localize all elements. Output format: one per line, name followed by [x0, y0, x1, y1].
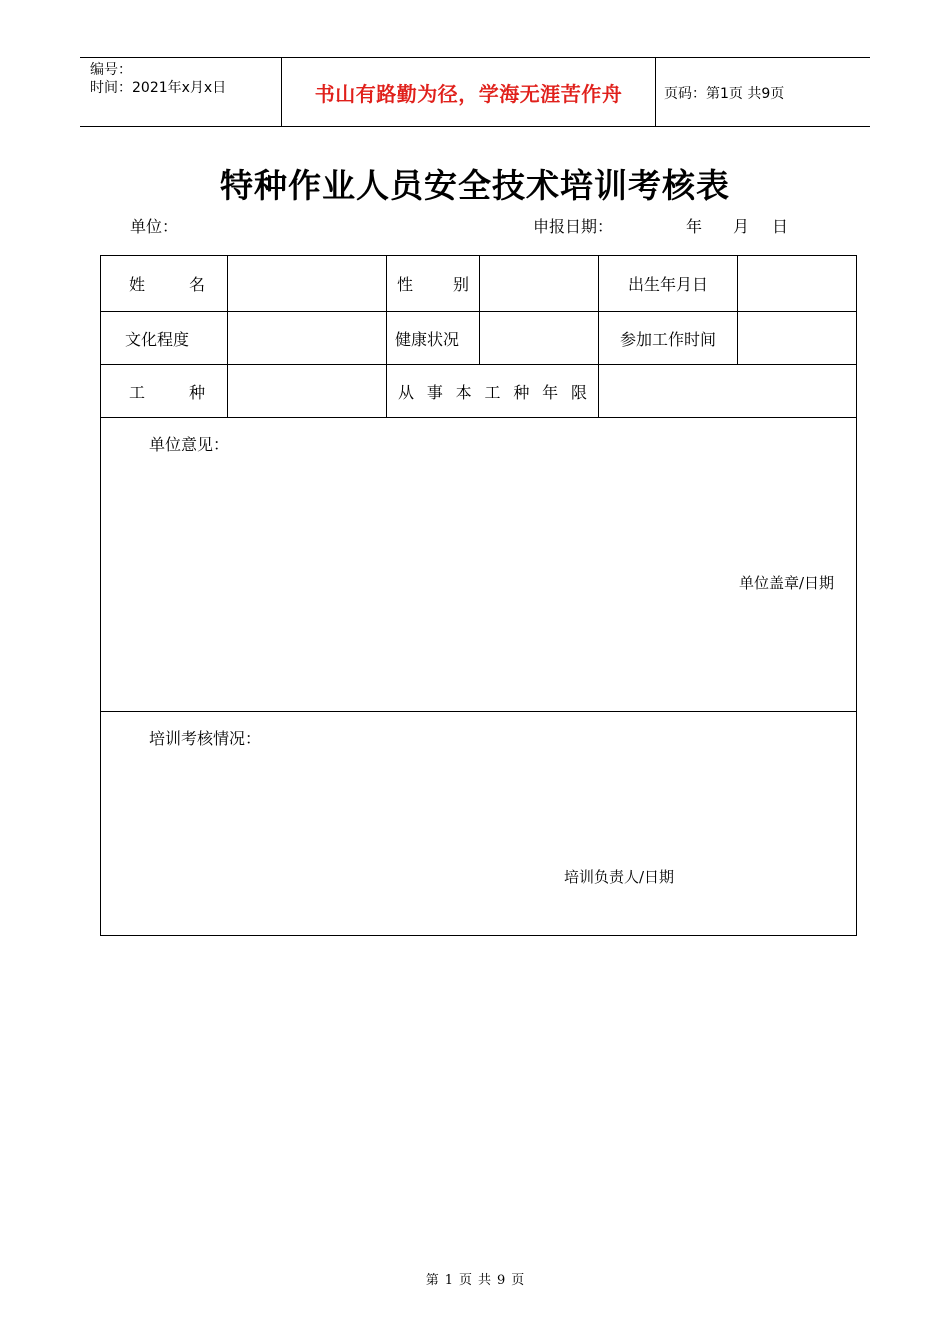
footer-page-number: 1: [444, 1273, 453, 1288]
form-row-training: [101, 712, 857, 936]
unit-label: 单位：: [130, 217, 179, 236]
header-motto: 书山有路勤为径，学海无涯苦作舟: [314, 81, 623, 106]
gender-label-char: 别: [452, 275, 469, 294]
training-supervisor-date-label: 培训负责人/日期: [564, 868, 675, 886]
birth-date-field[interactable]: [738, 256, 857, 312]
training-result-cell[interactable]: [101, 712, 857, 936]
job-years-field[interactable]: [599, 365, 857, 418]
document-number-label: 编号：: [90, 62, 132, 78]
report-year-label: 年: [686, 217, 703, 236]
form-row-status: [101, 312, 857, 365]
footer-total-pages: 9: [497, 1273, 506, 1288]
page-footer: [0, 1269, 950, 1288]
job-years-label-char: 本: [455, 382, 472, 402]
footer-text: 页: [511, 1273, 525, 1288]
footer-text: 第: [425, 1273, 439, 1288]
document-time-label: 时间：2021年x月x日: [90, 80, 227, 96]
name-label-cell: [101, 256, 228, 312]
gender-label-char: 性: [397, 275, 414, 294]
form-row-unit-opinion: [101, 418, 857, 712]
gender-field[interactable]: [480, 256, 599, 312]
page-header: [80, 57, 870, 127]
job-years-label-char: 从: [398, 382, 415, 402]
page-title: 特种作业人员安全技术培训考核表: [220, 166, 730, 205]
job-type-label-char: 种: [188, 382, 205, 402]
unit-opinion-label: 单位意见：: [149, 435, 230, 454]
job-years-label-char: 种: [513, 382, 530, 402]
form-row-basic: [101, 256, 857, 312]
form-row-job: [101, 365, 857, 418]
health-field[interactable]: [480, 312, 599, 365]
education-label: 文化程度: [101, 312, 228, 365]
job-type-label-cell: [101, 365, 228, 418]
work-start-label: 参加工作时间: [599, 312, 738, 365]
training-result-label: 培训考核情况：: [149, 729, 262, 748]
header-page-label: 页码：第1页 共9页: [664, 86, 785, 102]
unit-seal-date-label: 单位盖章/日期: [739, 574, 835, 592]
job-years-label-char: 限: [570, 382, 587, 402]
header-left: [90, 61, 226, 97]
job-type-label-char: 工: [129, 382, 146, 402]
assessment-form: [100, 255, 857, 936]
report-date-label: 申报日期：: [533, 217, 614, 236]
education-field[interactable]: [228, 312, 387, 365]
report-day-label: 日: [772, 217, 789, 236]
footer-text: 共: [478, 1273, 492, 1288]
health-label: 健康状况: [387, 312, 480, 365]
report-month-label: 月: [733, 217, 750, 236]
job-years-label: [387, 380, 598, 403]
unit-opinion-cell[interactable]: [101, 418, 857, 712]
job-years-label-char: 事: [426, 382, 443, 402]
name-field[interactable]: [228, 256, 387, 312]
work-start-field[interactable]: [738, 312, 857, 365]
job-years-label-char: 年: [542, 382, 559, 402]
header-divider: [655, 58, 656, 126]
job-years-label-char: 工: [484, 382, 501, 402]
name-label-char: 名: [188, 275, 205, 294]
birth-date-label: 出生年月日: [599, 256, 738, 312]
footer-text: 页: [458, 1273, 472, 1288]
job-type-field[interactable]: [228, 365, 387, 418]
gender-label-cell: [387, 256, 480, 312]
name-label-char: 姓: [129, 275, 146, 294]
job-years-label-cell: [387, 365, 599, 418]
